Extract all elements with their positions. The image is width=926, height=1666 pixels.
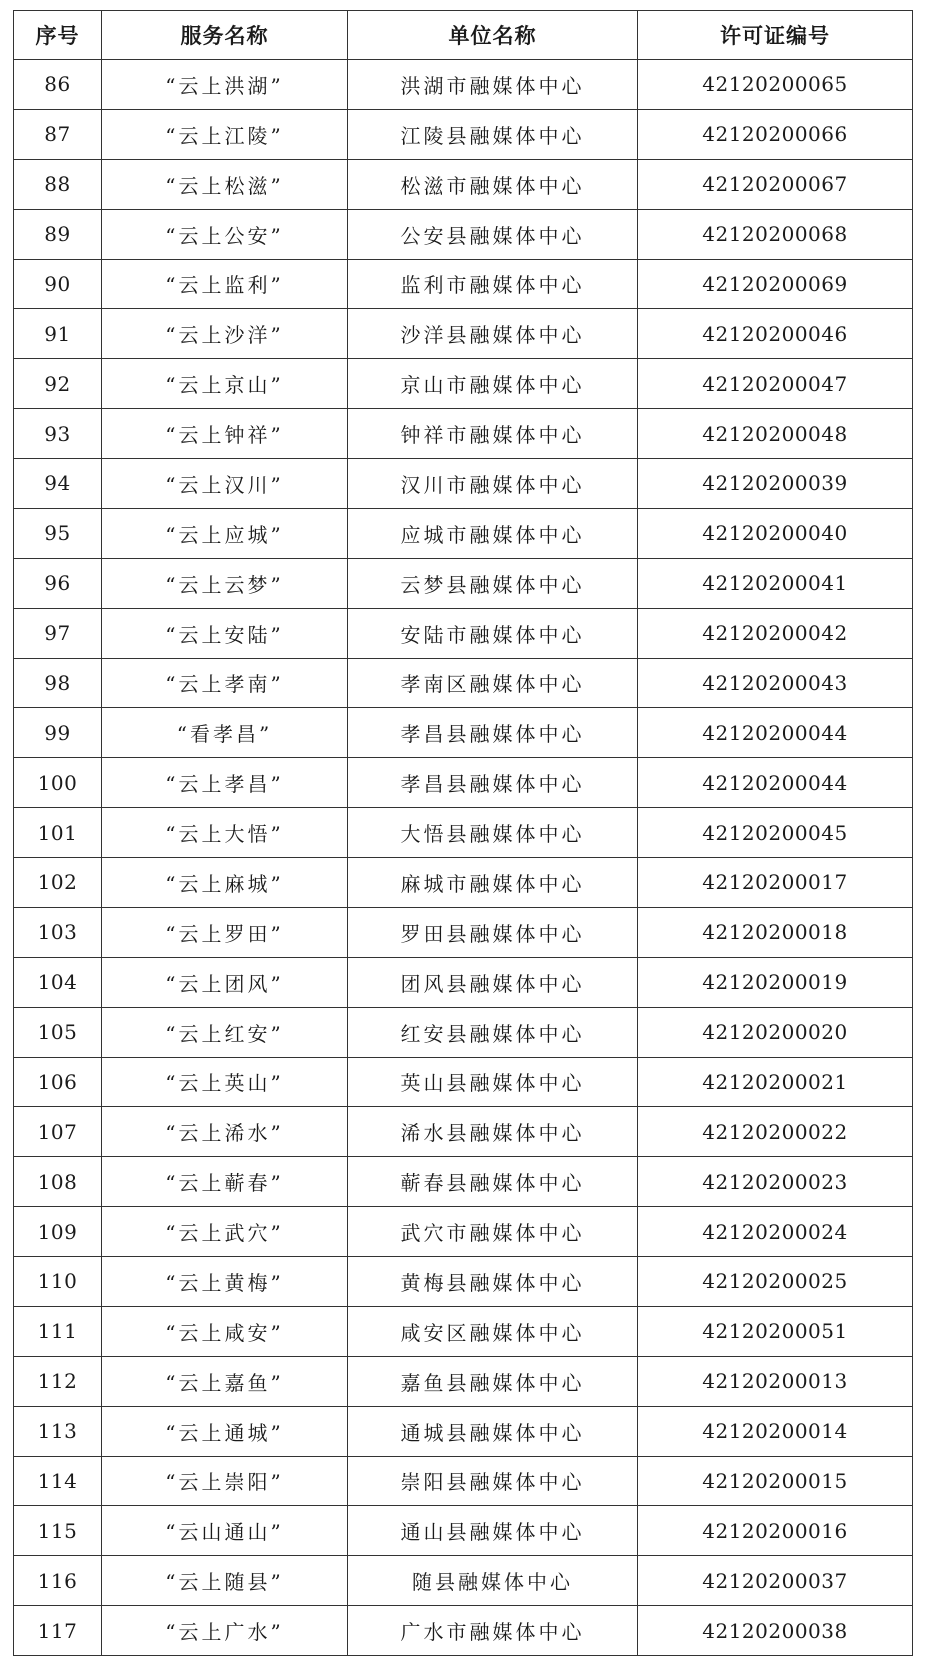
cell-seq: 102 <box>14 858 102 908</box>
table-row <box>14 1257 913 1307</box>
cell-unit-name: 沙洋县融媒体中心 <box>348 309 638 359</box>
cell-seq: 111 <box>14 1306 102 1356</box>
cell-service-name: “云上崇阳” <box>102 1456 348 1506</box>
cell-seq: 107 <box>14 1107 102 1157</box>
table-row <box>14 1207 913 1257</box>
cell-unit-name: 孝昌县融媒体中心 <box>348 758 638 808</box>
cell-license-no: 42120200043 <box>638 658 913 708</box>
cell-license-no: 42120200022 <box>638 1107 913 1157</box>
cell-license-no: 42120200038 <box>638 1606 913 1656</box>
cell-unit-name: 江陵县融媒体中心 <box>348 109 638 159</box>
cell-seq: 97 <box>14 608 102 658</box>
cell-license-no: 42120200042 <box>638 608 913 658</box>
cell-service-name: “云上公安” <box>102 209 348 259</box>
cell-service-name: “云上江陵” <box>102 109 348 159</box>
cell-service-name: “云上英山” <box>102 1057 348 1107</box>
cell-license-no: 42120200016 <box>638 1506 913 1556</box>
table-row <box>14 1606 913 1656</box>
table-row <box>14 409 913 459</box>
cell-license-no: 42120200017 <box>638 858 913 908</box>
cell-seq: 93 <box>14 409 102 459</box>
cell-seq: 101 <box>14 808 102 858</box>
cell-seq: 94 <box>14 459 102 509</box>
cell-service-name: “云上通城” <box>102 1406 348 1456</box>
cell-license-no: 42120200023 <box>638 1157 913 1207</box>
cell-seq: 110 <box>14 1257 102 1307</box>
header-service-name: 服务名称 <box>102 11 348 60</box>
cell-service-name: “云上大悟” <box>102 808 348 858</box>
cell-service-name: “云上红安” <box>102 1007 348 1057</box>
cell-license-no: 42120200039 <box>638 459 913 509</box>
cell-seq: 108 <box>14 1157 102 1207</box>
table-row <box>14 758 913 808</box>
header-unit-name: 单位名称 <box>348 11 638 60</box>
cell-unit-name: 松滋市融媒体中心 <box>348 159 638 209</box>
cell-unit-name: 应城市融媒体中心 <box>348 508 638 558</box>
cell-seq: 117 <box>14 1606 102 1656</box>
cell-license-no: 42120200025 <box>638 1257 913 1307</box>
cell-unit-name: 大悟县融媒体中心 <box>348 808 638 858</box>
cell-unit-name: 监利市融媒体中心 <box>348 259 638 309</box>
table-row <box>14 957 913 1007</box>
table-row <box>14 309 913 359</box>
cell-license-no: 42120200051 <box>638 1306 913 1356</box>
cell-unit-name: 英山县融媒体中心 <box>348 1057 638 1107</box>
cell-service-name: “云上孝昌” <box>102 758 348 808</box>
cell-seq: 115 <box>14 1506 102 1556</box>
cell-license-no: 42120200047 <box>638 359 913 409</box>
cell-service-name: “云上咸安” <box>102 1306 348 1356</box>
cell-service-name: “云上安陆” <box>102 608 348 658</box>
cell-service-name: “云上随县” <box>102 1556 348 1606</box>
cell-license-no: 42120200067 <box>638 159 913 209</box>
table-row <box>14 159 913 209</box>
cell-seq: 103 <box>14 907 102 957</box>
cell-seq: 91 <box>14 309 102 359</box>
table-row <box>14 858 913 908</box>
cell-seq: 116 <box>14 1556 102 1606</box>
table-row <box>14 459 913 509</box>
cell-seq: 106 <box>14 1057 102 1107</box>
cell-license-no: 42120200024 <box>638 1207 913 1257</box>
cell-unit-name: 汉川市融媒体中心 <box>348 459 638 509</box>
cell-unit-name: 罗田县融媒体中心 <box>348 907 638 957</box>
cell-unit-name: 蕲春县融媒体中心 <box>348 1157 638 1207</box>
cell-license-no: 42120200014 <box>638 1406 913 1456</box>
cell-service-name: “云上黄梅” <box>102 1257 348 1307</box>
cell-unit-name: 孝南区融媒体中心 <box>348 658 638 708</box>
cell-unit-name: 红安县融媒体中心 <box>348 1007 638 1057</box>
cell-license-no: 42120200066 <box>638 109 913 159</box>
cell-seq: 96 <box>14 558 102 608</box>
cell-service-name: “云上云梦” <box>102 558 348 608</box>
cell-seq: 98 <box>14 658 102 708</box>
cell-seq: 88 <box>14 159 102 209</box>
license-table <box>13 10 913 1656</box>
cell-seq: 105 <box>14 1007 102 1057</box>
cell-license-no: 42120200018 <box>638 907 913 957</box>
cell-service-name: “云上应城” <box>102 508 348 558</box>
cell-unit-name: 安陆市融媒体中心 <box>348 608 638 658</box>
table-row <box>14 907 913 957</box>
header-license-no: 许可证编号 <box>638 11 913 60</box>
cell-unit-name: 黄梅县融媒体中心 <box>348 1257 638 1307</box>
table-row <box>14 1007 913 1057</box>
cell-license-no: 42120200041 <box>638 558 913 608</box>
table-row <box>14 1456 913 1506</box>
cell-unit-name: 公安县融媒体中心 <box>348 209 638 259</box>
cell-seq: 92 <box>14 359 102 409</box>
table-row <box>14 808 913 858</box>
cell-license-no: 42120200021 <box>638 1057 913 1107</box>
table-row <box>14 1107 913 1157</box>
cell-license-no: 42120200020 <box>638 1007 913 1057</box>
cell-license-no: 42120200040 <box>638 508 913 558</box>
table-row <box>14 1356 913 1406</box>
header-seq: 序号 <box>14 11 102 60</box>
table-row <box>14 1506 913 1556</box>
cell-service-name: “云上洪湖” <box>102 60 348 110</box>
cell-seq: 99 <box>14 708 102 758</box>
cell-service-name: “云上沙洋” <box>102 309 348 359</box>
cell-unit-name: 崇阳县融媒体中心 <box>348 1456 638 1506</box>
cell-service-name: “云上浠水” <box>102 1107 348 1157</box>
cell-license-no: 42120200069 <box>638 259 913 309</box>
cell-license-no: 42120200068 <box>638 209 913 259</box>
cell-license-no: 42120200046 <box>638 309 913 359</box>
cell-seq: 109 <box>14 1207 102 1257</box>
cell-unit-name: 通山县融媒体中心 <box>348 1506 638 1556</box>
cell-service-name: “云山通山” <box>102 1506 348 1556</box>
table-row <box>14 558 913 608</box>
cell-seq: 113 <box>14 1406 102 1456</box>
table-row <box>14 1306 913 1356</box>
table-header <box>14 11 913 60</box>
cell-seq: 90 <box>14 259 102 309</box>
cell-service-name: “云上武穴” <box>102 1207 348 1257</box>
cell-license-no: 42120200044 <box>638 708 913 758</box>
cell-license-no: 42120200048 <box>638 409 913 459</box>
cell-unit-name: 京山市融媒体中心 <box>348 359 638 409</box>
cell-unit-name: 咸安区融媒体中心 <box>348 1306 638 1356</box>
table-row <box>14 608 913 658</box>
cell-unit-name: 麻城市融媒体中心 <box>348 858 638 908</box>
cell-seq: 112 <box>14 1356 102 1406</box>
table-row <box>14 1556 913 1606</box>
cell-unit-name: 钟祥市融媒体中心 <box>348 409 638 459</box>
table-row <box>14 109 913 159</box>
cell-service-name: “云上钟祥” <box>102 409 348 459</box>
cell-service-name: “云上监利” <box>102 259 348 309</box>
cell-unit-name: 通城县融媒体中心 <box>348 1406 638 1456</box>
table-row <box>14 508 913 558</box>
table-row <box>14 259 913 309</box>
cell-unit-name: 洪湖市融媒体中心 <box>348 60 638 110</box>
cell-unit-name: 嘉鱼县融媒体中心 <box>348 1356 638 1406</box>
cell-service-name: “云上麻城” <box>102 858 348 908</box>
table-body <box>14 60 913 1656</box>
table-row <box>14 1057 913 1107</box>
table-row <box>14 658 913 708</box>
cell-license-no: 42120200013 <box>638 1356 913 1406</box>
cell-seq: 100 <box>14 758 102 808</box>
cell-service-name: “看孝昌” <box>102 708 348 758</box>
table-row <box>14 60 913 110</box>
cell-seq: 95 <box>14 508 102 558</box>
header-row <box>14 11 913 60</box>
cell-seq: 114 <box>14 1456 102 1506</box>
table-row <box>14 1157 913 1207</box>
cell-license-no: 42120200015 <box>638 1456 913 1506</box>
cell-service-name: “云上罗田” <box>102 907 348 957</box>
cell-unit-name: 浠水县融媒体中心 <box>348 1107 638 1157</box>
cell-service-name: “云上孝南” <box>102 658 348 708</box>
cell-seq: 87 <box>14 109 102 159</box>
cell-seq: 89 <box>14 209 102 259</box>
cell-seq: 104 <box>14 957 102 1007</box>
cell-license-no: 42120200019 <box>638 957 913 1007</box>
cell-unit-name: 团风县融媒体中心 <box>348 957 638 1007</box>
cell-license-no: 42120200065 <box>638 60 913 110</box>
table-row <box>14 209 913 259</box>
table-row <box>14 708 913 758</box>
cell-service-name: “云上蕲春” <box>102 1157 348 1207</box>
cell-license-no: 42120200045 <box>638 808 913 858</box>
cell-unit-name: 广水市融媒体中心 <box>348 1606 638 1656</box>
cell-seq: 86 <box>14 60 102 110</box>
table-row <box>14 1406 913 1456</box>
cell-service-name: “云上京山” <box>102 359 348 409</box>
cell-unit-name: 孝昌县融媒体中心 <box>348 708 638 758</box>
cell-service-name: “云上松滋” <box>102 159 348 209</box>
cell-unit-name: 云梦县融媒体中心 <box>348 558 638 608</box>
cell-service-name: “云上团风” <box>102 957 348 1007</box>
cell-unit-name: 武穴市融媒体中心 <box>348 1207 638 1257</box>
cell-service-name: “云上广水” <box>102 1606 348 1656</box>
cell-license-no: 42120200044 <box>638 758 913 808</box>
table-row <box>14 359 913 409</box>
cell-service-name: “云上汉川” <box>102 459 348 509</box>
cell-unit-name: 随县融媒体中心 <box>348 1556 638 1606</box>
cell-service-name: “云上嘉鱼” <box>102 1356 348 1406</box>
cell-license-no: 42120200037 <box>638 1556 913 1606</box>
